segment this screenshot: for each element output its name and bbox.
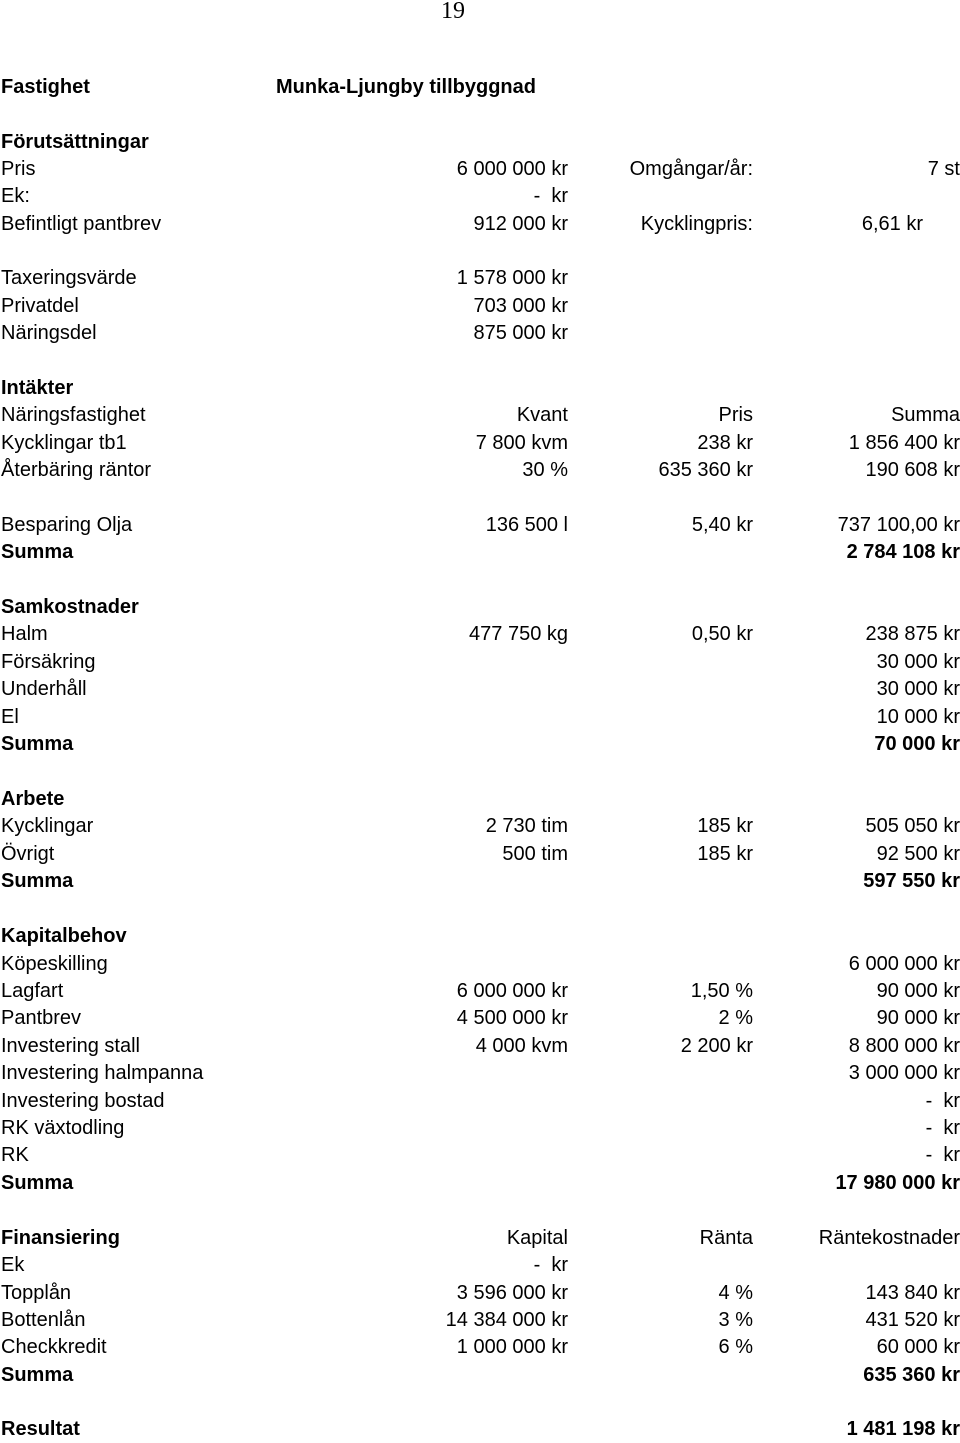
table-row bbox=[0, 841, 960, 868]
section-title: Intäkter bbox=[1, 377, 74, 399]
resultat-row bbox=[0, 1416, 960, 1443]
row-label: Checkkredit bbox=[1, 1336, 107, 1358]
row-label: Befintligt pantbrev bbox=[1, 213, 162, 235]
table-row bbox=[0, 704, 960, 731]
row-label: RK växtodling bbox=[1, 1117, 125, 1139]
table-row bbox=[0, 156, 960, 183]
table-row bbox=[0, 1115, 960, 1142]
row-pris: 1,50 % bbox=[690, 980, 753, 1002]
row-label: Ek: bbox=[1, 185, 30, 207]
summa-row bbox=[0, 1362, 960, 1389]
table-row bbox=[0, 211, 960, 238]
row-label: Kycklingar bbox=[1, 815, 94, 837]
row-label: Halm bbox=[1, 623, 48, 645]
table-row bbox=[0, 1005, 960, 1032]
resultat-value: 1 481 198 kr bbox=[846, 1418, 960, 1440]
row-label: Bottenlån bbox=[1, 1309, 86, 1331]
row-label: Köpeskilling bbox=[1, 953, 108, 975]
row-summa: 190 608 kr bbox=[865, 459, 960, 481]
property-name: Munka-Ljungby tillbyggnad bbox=[276, 76, 536, 98]
row-ranta: 4 % bbox=[718, 1282, 753, 1304]
table-row bbox=[0, 457, 960, 484]
summa-value: 597 550 kr bbox=[863, 870, 960, 892]
section-title: Samkostnader bbox=[1, 596, 139, 618]
summa-label: Summa bbox=[1, 1364, 74, 1386]
table-row bbox=[0, 649, 960, 676]
summa-row bbox=[0, 1170, 960, 1197]
section-title-samkostnader bbox=[0, 594, 960, 621]
row-pris: 5,40 kr bbox=[691, 514, 753, 536]
row-kvant: 30 % bbox=[522, 459, 568, 481]
header-ranta: Ränta bbox=[699, 1227, 753, 1249]
row-label: Besparing Olja bbox=[1, 514, 133, 536]
table-row bbox=[0, 621, 960, 648]
row-rantekostnad: 60 000 kr bbox=[876, 1336, 960, 1358]
row-value2: 7 st bbox=[927, 158, 960, 180]
summa-label: Summa bbox=[1, 1172, 74, 1194]
header-summa: Summa bbox=[891, 404, 960, 426]
row-ranta: 6 % bbox=[718, 1336, 753, 1358]
row-label: Övrigt bbox=[1, 843, 55, 865]
section-title: Arbete bbox=[1, 788, 65, 810]
table-row bbox=[0, 951, 960, 978]
table-row bbox=[0, 813, 960, 840]
row-kvant: 7 800 kvm bbox=[475, 432, 568, 454]
row-key2: Omgångar/år: bbox=[629, 158, 753, 180]
row-summa: 505 050 kr bbox=[865, 815, 960, 837]
row-kvant: 477 750 kg bbox=[469, 623, 568, 645]
row-pris: 185 kr bbox=[697, 843, 753, 865]
row-value: 875 000 kr bbox=[473, 322, 568, 344]
row-summa: 6 000 000 kr bbox=[848, 953, 960, 975]
row-label: Lagfart bbox=[1, 980, 64, 1002]
section-title: Finansiering bbox=[1, 1227, 120, 1249]
row-label: Investering stall bbox=[1, 1035, 140, 1057]
row-summa: - kr bbox=[925, 1144, 960, 1166]
row-label: Pris bbox=[1, 158, 36, 180]
header-kapital: Kapital bbox=[506, 1227, 568, 1249]
column-header-row bbox=[0, 402, 960, 429]
header-pris: Pris bbox=[718, 404, 753, 426]
summa-value: 2 784 108 kr bbox=[846, 541, 960, 563]
row-kapital: 1 000 000 kr bbox=[456, 1336, 568, 1358]
summa-row bbox=[0, 731, 960, 758]
row-kapital: - kr bbox=[533, 1254, 568, 1276]
section-title: Kapitalbehov bbox=[1, 925, 127, 947]
row-value2: 6,61 kr bbox=[861, 213, 923, 235]
row-kvant: 2 730 tim bbox=[485, 815, 568, 837]
row-value: - kr bbox=[533, 185, 568, 207]
row-summa: - kr bbox=[925, 1090, 960, 1112]
row-pris: 0,50 kr bbox=[691, 623, 753, 645]
row-value: 703 000 kr bbox=[473, 295, 568, 317]
row-label: Kycklingar tb1 bbox=[1, 432, 127, 454]
row-label: Topplån bbox=[1, 1282, 72, 1304]
row-label: Privatdel bbox=[1, 295, 79, 317]
row-summa: 238 875 kr bbox=[865, 623, 960, 645]
row-ranta: 3 % bbox=[718, 1309, 753, 1331]
row-label: Försäkring bbox=[1, 651, 96, 673]
row-summa: 10 000 kr bbox=[876, 706, 960, 728]
row-label: Underhåll bbox=[1, 678, 87, 700]
summa-value: 635 360 kr bbox=[863, 1364, 960, 1386]
table-row bbox=[0, 1060, 960, 1087]
table-row bbox=[0, 1142, 960, 1169]
section-title-intakter bbox=[0, 375, 960, 402]
row-label: Näringsdel bbox=[1, 322, 97, 344]
row-kapital: 14 384 000 kr bbox=[445, 1309, 568, 1331]
summa-value: 70 000 kr bbox=[874, 733, 960, 755]
table-row bbox=[0, 1088, 960, 1115]
row-label: Taxeringsvärde bbox=[1, 267, 137, 289]
row-summa: 30 000 kr bbox=[876, 678, 960, 700]
table-row bbox=[0, 512, 960, 539]
row-kvant: 4 500 000 kr bbox=[456, 1007, 568, 1029]
summa-label: Summa bbox=[1, 541, 74, 563]
table-row bbox=[0, 1252, 960, 1279]
row-summa: 737 100,00 kr bbox=[837, 514, 960, 536]
page-number: 19 bbox=[441, 0, 465, 24]
resultat-label: Resultat bbox=[1, 1418, 80, 1440]
header-rantekostnader: Räntekostnader bbox=[818, 1227, 960, 1249]
row-kvant: 4 000 kvm bbox=[475, 1035, 568, 1057]
section-title: Förutsättningar bbox=[1, 131, 149, 153]
row-pris: 635 360 kr bbox=[658, 459, 753, 481]
summa-label: Summa bbox=[1, 870, 74, 892]
row-label: Pantbrev bbox=[1, 1007, 82, 1029]
table-row bbox=[0, 293, 960, 320]
table-row bbox=[0, 1307, 960, 1334]
row-summa: 30 000 kr bbox=[876, 651, 960, 673]
row-summa: 90 000 kr bbox=[876, 1007, 960, 1029]
column-header-row bbox=[0, 1225, 960, 1252]
table-row bbox=[0, 320, 960, 347]
table-row bbox=[0, 1334, 960, 1361]
property-label: Fastighet bbox=[1, 76, 90, 98]
row-value: 1 578 000 kr bbox=[456, 267, 568, 289]
row-summa: 8 800 000 kr bbox=[848, 1035, 960, 1057]
row-pris: 2 200 kr bbox=[680, 1035, 753, 1057]
table-row bbox=[0, 1033, 960, 1060]
header-kvant: Kvant bbox=[516, 404, 568, 426]
section-title-forutsattningar bbox=[0, 129, 960, 156]
row-value: 6 000 000 kr bbox=[456, 158, 568, 180]
row-label: Investering halmpanna bbox=[1, 1062, 204, 1084]
row-summa: 3 000 000 kr bbox=[848, 1062, 960, 1084]
table-row bbox=[0, 1280, 960, 1307]
row-kvant: 6 000 000 kr bbox=[456, 980, 568, 1002]
row-pris: 238 kr bbox=[697, 432, 753, 454]
section-title-arbete bbox=[0, 786, 960, 813]
row-label: RK bbox=[1, 1144, 29, 1166]
row-label: El bbox=[1, 706, 19, 728]
property-header bbox=[0, 74, 960, 101]
table-row bbox=[0, 183, 960, 210]
table-row bbox=[0, 978, 960, 1005]
summa-row bbox=[0, 539, 960, 566]
row-summa: 1 856 400 kr bbox=[848, 432, 960, 454]
row-value: 912 000 kr bbox=[473, 213, 568, 235]
row-kapital: 3 596 000 kr bbox=[456, 1282, 568, 1304]
row-summa: 92 500 kr bbox=[876, 843, 960, 865]
table-row bbox=[0, 676, 960, 703]
table-row bbox=[0, 265, 960, 292]
row-kvant: 500 tim bbox=[502, 843, 568, 865]
header-label: Näringsfastighet bbox=[1, 404, 146, 426]
table-row bbox=[0, 430, 960, 457]
row-label: Återbäring räntor bbox=[1, 459, 152, 481]
row-label: Investering bostad bbox=[1, 1090, 165, 1112]
row-rantekostnad: 431 520 kr bbox=[865, 1309, 960, 1331]
summa-row bbox=[0, 868, 960, 895]
row-key2: Kycklingpris: bbox=[640, 213, 753, 235]
row-summa: - kr bbox=[925, 1117, 960, 1139]
row-rantekostnad: 143 840 kr bbox=[865, 1282, 960, 1304]
row-summa: 90 000 kr bbox=[876, 980, 960, 1002]
summa-label: Summa bbox=[1, 733, 74, 755]
summa-value: 17 980 000 kr bbox=[835, 1172, 960, 1194]
row-kvant: 136 500 l bbox=[485, 514, 568, 536]
row-label: Ek bbox=[1, 1254, 25, 1276]
section-title-kapitalbehov bbox=[0, 923, 960, 950]
row-pris: 185 kr bbox=[697, 815, 753, 837]
row-pris: 2 % bbox=[718, 1007, 753, 1029]
